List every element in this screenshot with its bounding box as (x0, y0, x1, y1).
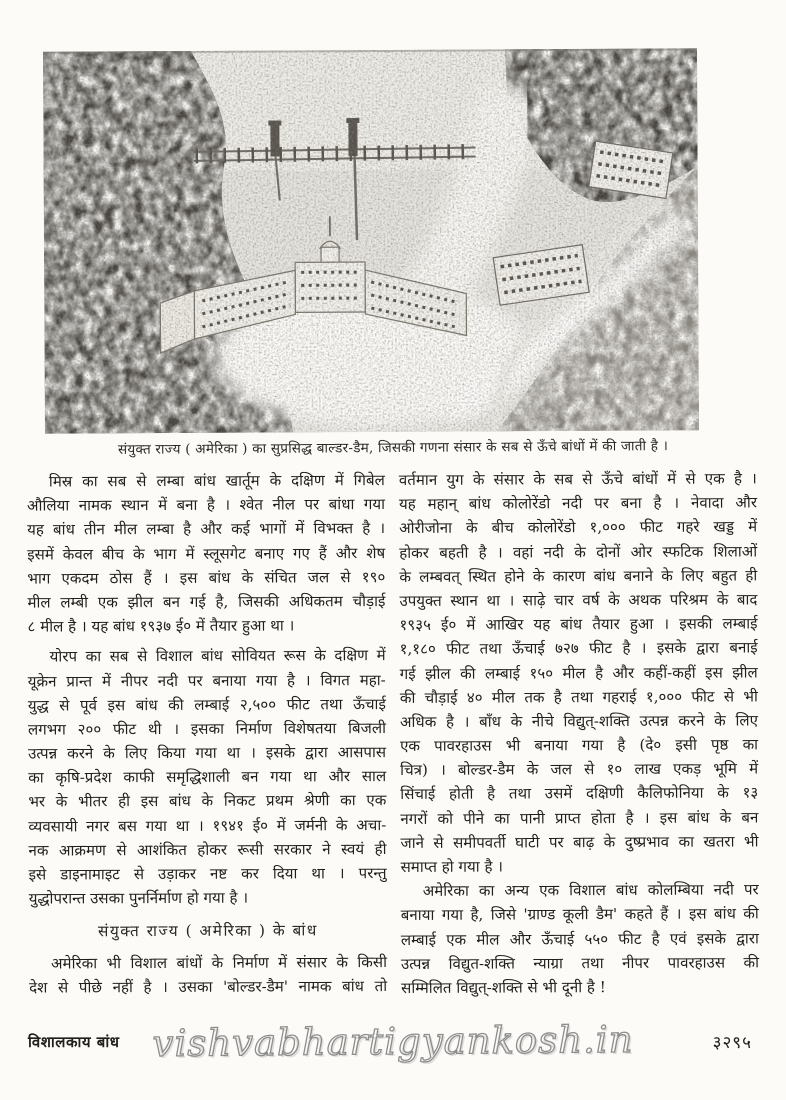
text-line: उत्पन्न विद्युत-शक्ति न्याग्रा तथा नीपर पावरहाउस की (400, 953, 760, 973)
footer (28, 1018, 758, 1074)
text-line: औलिया नामक स्थान में बना है । श्वेत नील पर बांधा गया (26, 495, 386, 515)
body-text (27, 466, 759, 1001)
text-line: वर्तमान युग के संसार के सब से ऊँचे बांधों में से एक है । (398, 469, 757, 489)
section-heading: संयुक्त राज्य ( अमेरिका ) के बांध (97, 921, 318, 941)
page-number: ३२९५ (712, 1033, 752, 1053)
text-line: गई झील की लम्बाई १५० मील है और कहीं-कहीं इस झील (399, 662, 758, 683)
running-title: विशालकाय बांध (28, 1033, 120, 1051)
text-line: १,१८० फीट तथा ऊँचाई ७२७ फीट है । इसके द्वारा बनाई (399, 638, 758, 659)
text-line: मिस्र का सब से लम्बा बांध खार्तूम के दक्षिण में गिबेल (48, 471, 385, 491)
text-line: उत्पन्न करने के लिए किया गया था । इसके द्वारा आसपास (28, 743, 387, 763)
text-line: देश से पीछे नहीं है । उसका 'बोल्डर-डैम' नामक बांध तो (29, 976, 388, 997)
text-line: योरप का सब से विशाल बांध सोवियत रूस के दक्षिण में (49, 646, 386, 666)
text-line: अमेरिका का अन्य एक विशाल बांध कोलम्बिया नदी पर (422, 880, 759, 901)
text-line: नक आक्रमण से आशंकित होकर रूसी सरकार ने स्वयं ही (28, 839, 387, 860)
text-line: उपयुक्त स्थान था । साढ़े चार वर्ष के अथक परिश्रम के बाद (399, 590, 758, 610)
text-line: अमेरिका भी विशाल बांधों के निर्माण में संसार के किसी (50, 952, 388, 973)
text-line: युद्ध से पूर्व इस बांध की लम्बाई २,५०० फीट तथा ऊँचाई (27, 694, 386, 715)
text-line: एक पावरहाउस भी बनाया गया है (दे० इसी पृष्ठ का (400, 735, 759, 756)
text-line: युद्धोपरान्त उसका पुनर्निर्माण हो गया है । (28, 888, 249, 908)
text-line: बनाया गया है, जिसे 'ग्राण्ड कूली डैम' कहते हैं । इस बांध की (400, 904, 759, 925)
text-line: यह महान् बांध कोलोरेंडो नदी पर बना है । नेवादा और (398, 493, 758, 514)
text-line: नगरों को पीने का पानी प्राप्त होता है । इस बांध के बन (400, 808, 759, 828)
text-line: १९३५ ई० में आखिर यह बांध तैयार हुआ । इसकी लम्बाई (399, 614, 758, 635)
text-line: लम्बाई एक मील और ऊँचाई ५५० फीट है एवं इसके द्वारा (400, 928, 759, 949)
dam-photo (43, 48, 699, 433)
text-line: भाग एकदम ठोस हैं । इस बांध के संचित जल से १९० (27, 567, 386, 588)
text-line: समाप्त हो गया है । (400, 857, 504, 876)
photo-caption: संयुक्त राज्य ( अमेरिका ) का सुप्रसिद्ध बाल्डर-डैम, जिसकी गणना संसार के सब से ऊँचे बांधों में की जाती है । (117, 438, 669, 458)
text-line: इसमें केवल बीच के भाग में स्लूसगेट बनाए गए हैं और शेष (27, 543, 386, 564)
text-line: मील लम्बी एक झील बन गई है, जिसकी अधिकतम चौड़ाई (27, 591, 386, 612)
left-column (27, 468, 387, 1002)
text-line: व्यवसायी नगर बस गया था । १९४१ ई० में जर्मनी के अचा- (28, 815, 387, 836)
text-line: जाने से समीपवर्ती घाटी पर बाढ़ के दुष्प्रभाव का खतरा भी (400, 832, 759, 852)
text-line: ८ मील है । यह बांध १९३७ ई० में तैयार हुआ था । (27, 616, 295, 636)
text-line: अधिक है । बाँध के नीचे विद्युत्-शक्ति उत्पन्न करने के लिए (399, 711, 758, 731)
text-line: यूक्रेन प्रान्त में नीपर नदी पर बनाया गया है । विगत महा- (27, 670, 386, 691)
text-line: के लम्बवत् स्थित होने के कारण बांध बनाने के लिए बहुत ही (399, 566, 758, 586)
text-line: यह बांध तीन मील लम्बा है और कई भागों में विभक्त है । (27, 519, 386, 539)
text-line: भर के भीतर ही इस बांध के निकट प्रथम श्रेणी का एक (28, 791, 387, 812)
watermark: vishvabhartigyankosh.in (152, 1017, 634, 1066)
text-line: इसे डाइनामाइट से उड़ाकर नष्ट कर दिया था । परन्तु (28, 864, 387, 884)
text-line: सम्मिलित विद्युत्-शक्ति से भी दूनी है ! (401, 978, 606, 997)
text-line: होकर बहती है । वहां नदी के दोनों ओर स्फटिक शिलाओं (399, 541, 758, 562)
text-line: का कृषि-प्रदेश काफी समृद्धिशाली बन गया था और साल (28, 767, 387, 787)
text-line: लगभग २०० फीट थी । इसका निर्माण विशेषतया बिजली (27, 718, 387, 739)
text-line: चित्र) । बोल्डर-डैम के जल से १० लाख एकड़ भूमि में (400, 759, 759, 780)
right-column (399, 466, 759, 1000)
text-line: ओरीजोना के बीच कोलोरेंडो १,००० फीट गहरे खड्ड में (399, 517, 758, 538)
dam-photo-illustration (43, 48, 699, 433)
text-line: की चौड़ाई ४० मील तक है तथा गहराई १,००० फीट से भी (399, 687, 758, 707)
text-line: सिंचाई होती है तथा उसमें दक्षिणी कैलिफोनिया के १३ (400, 783, 759, 804)
